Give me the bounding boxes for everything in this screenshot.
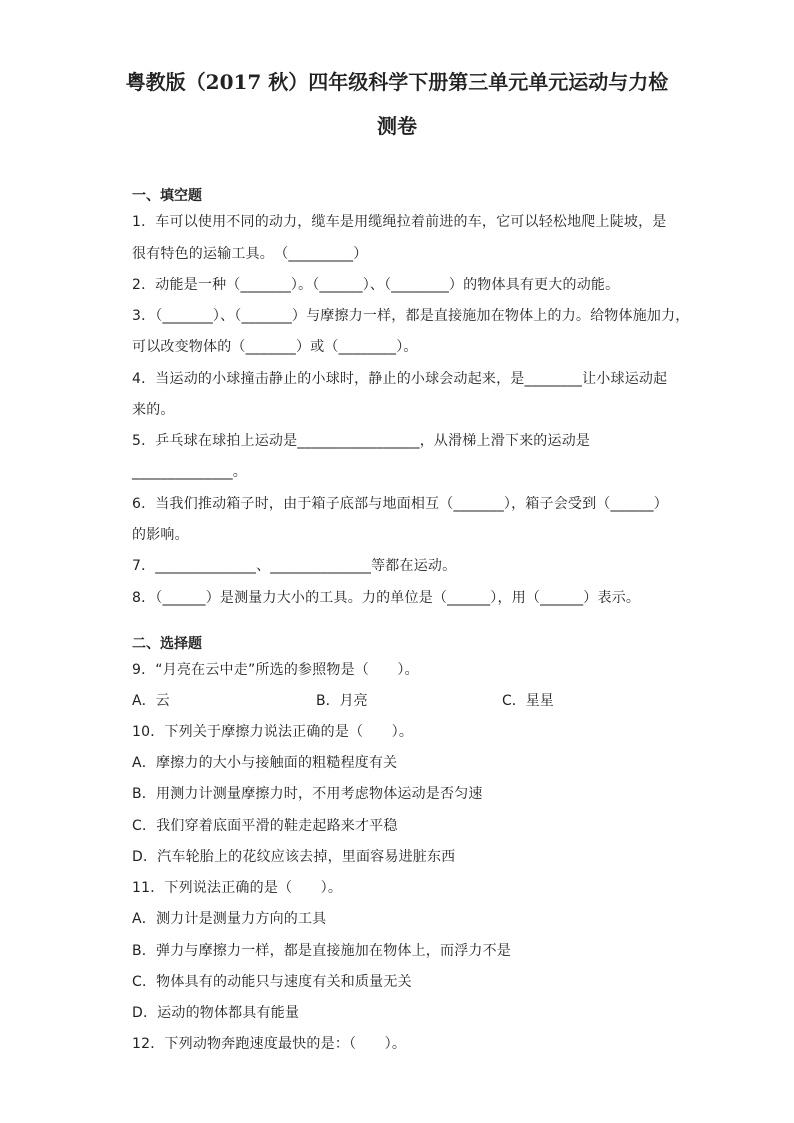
document-title-line-2: 测卷 xyxy=(377,114,417,138)
question-3-line-1: 3．（_______）、（_______）与摩擦力一样，都是直接施加在物体上的力。给物体施加力， xyxy=(132,308,690,324)
question-5-line-2: ______________。 xyxy=(132,464,247,480)
question-6-line-1: 6．当我们推动箱子时，由于箱子底部与地面相互（_______），箱子会受到（______） xyxy=(132,496,668,512)
question-4-line-2: 来的。 xyxy=(132,402,175,418)
question-11-option-c: C．物体具有的动能只与速度有关和质量无关 xyxy=(132,974,412,990)
question-9: 9．“月亮在云中走”所选的参照物是（ ）。 xyxy=(132,662,419,678)
question-10-option-c: C．我们穿着底面平滑的鞋走起路来才平稳 xyxy=(132,818,398,834)
question-10: 10．下列关于摩擦力说法正确的是（ ）。 xyxy=(132,724,414,740)
question-11: 11．下列说法正确的是（ ）。 xyxy=(132,880,343,896)
question-9-option-b: B．月亮 xyxy=(316,693,368,709)
question-6-line-2: 的影响。 xyxy=(132,527,189,543)
question-1-line-1: 1．车可以使用不同的动力，缆车是用缆绳拉着前进的车，它可以轻松地爬上陡坡，是 xyxy=(132,214,667,230)
question-10-option-d: D．汽车轮胎上的花纹应该去掉，里面容易进脏东西 xyxy=(132,849,456,865)
question-2: 2．动能是一种（_______）。（______）、（________）的物体具有更大的动能。 xyxy=(132,277,620,293)
section-heading-fill-in: 一、填空题 xyxy=(132,188,202,204)
section-heading-choice: 二、选择题 xyxy=(132,636,202,652)
document-title-line-1: 粤教版（2017 秋）四年级科学下册第三单元单元运动与力检 xyxy=(125,70,669,94)
question-3-line-2: 可以改变物体的（_______）或（________）。 xyxy=(132,339,418,355)
question-12: 12．下列动物奔跑速度最快的是：（ ）。 xyxy=(132,1036,407,1052)
question-7: 7．______________、______________等都在运动。 xyxy=(132,558,457,574)
question-1-line-2: 很有特色的运输工具。 （_________） xyxy=(132,246,368,262)
question-10-option-a: A．摩擦力的大小与接触面的粗糙程度有关 xyxy=(132,755,398,771)
question-5-line-1: 5．乒乓球在球拍上运动是_________________，从滑梯上滑下来的运动是 xyxy=(132,433,591,449)
question-11-option-d: D．运动的物体都具有能量 xyxy=(132,1005,300,1021)
question-8: 8．（______）是测量力大小的工具。力的单位是（______），用（______）表示。 xyxy=(132,590,641,606)
question-4-line-1: 4．当运动的小球撞击静止的小球时，静止的小球会动起来，是________让小球运动起 xyxy=(132,371,668,387)
question-11-option-a: A．测力计是测量力方向的工具 xyxy=(132,911,327,927)
question-9-option-a: A．云 xyxy=(132,693,170,709)
question-11-option-b: B．弹力与摩擦力一样，都是直接施加在物体上，而浮力不是 xyxy=(132,943,512,959)
question-9-option-c: C．星星 xyxy=(502,693,554,709)
question-10-option-b: B．用测力计测量摩擦力时，不用考虑物体运动是否匀速 xyxy=(132,786,483,802)
